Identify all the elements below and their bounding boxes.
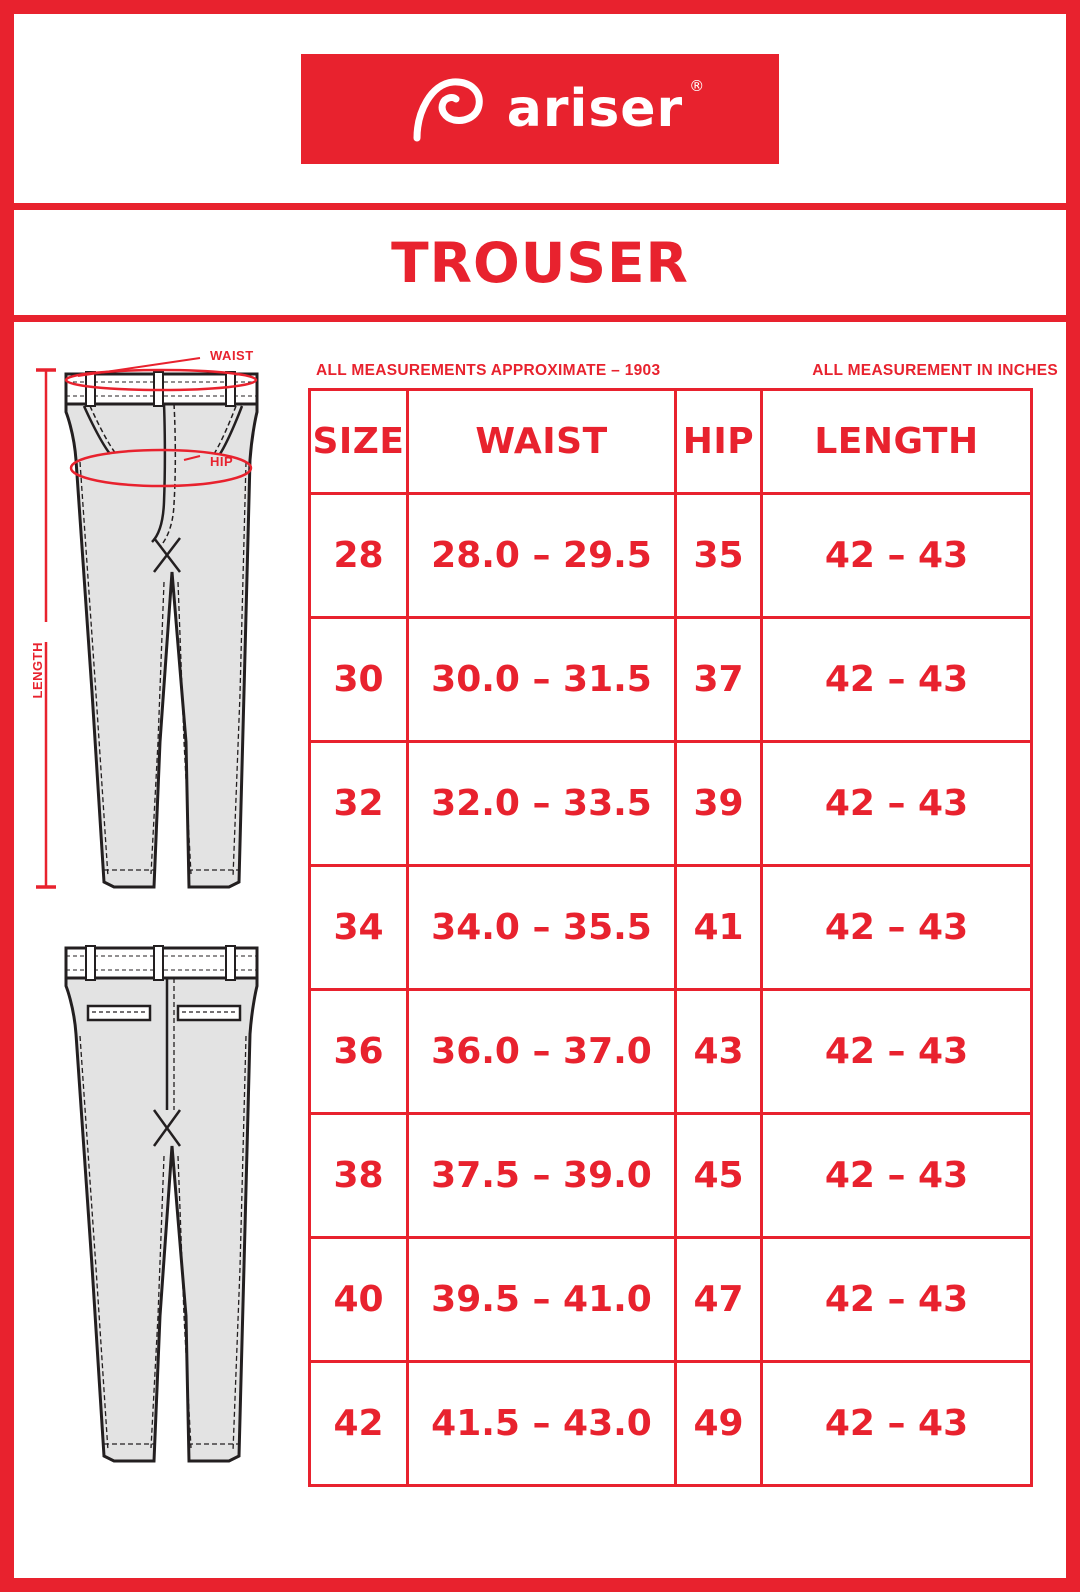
trouser-front-view [36,358,257,887]
cell-length: 42 – 43 [762,1238,1032,1362]
cell-waist: 34.0 – 35.5 [408,866,676,990]
trouser-diagram [14,342,304,1527]
title-band [14,210,1066,322]
column-header-waist: WAIST [408,390,676,494]
trouser-back-view [66,946,257,1461]
table-row [310,1238,1032,1362]
brand-wordmark [506,76,706,139]
cell-length: 42 – 43 [762,866,1032,990]
cell-waist: 37.5 – 39.0 [408,1114,676,1238]
cell-size: 36 [310,990,408,1114]
table-row [310,866,1032,990]
ariser-a-monogram-icon [407,72,489,146]
column-header-size: SIZE [310,390,408,494]
table-row [310,494,1032,618]
cell-waist: 39.5 – 41.0 [408,1238,676,1362]
column-header-hip: HIP [676,390,762,494]
cell-waist: 30.0 – 31.5 [408,618,676,742]
cell-hip: 49 [676,1362,762,1486]
column-header-length: LENGTH [762,390,1032,494]
cell-waist: 28.0 – 29.5 [408,494,676,618]
cell-hip: 35 [676,494,762,618]
trouser-illustration-svg [14,342,304,1522]
cell-hip: 47 [676,1238,762,1362]
note-left: ALL MEASUREMENTS APPROXIMATE – 1903 [316,362,661,379]
cell-size: 34 [310,866,408,990]
cell-waist: 32.0 – 33.5 [408,742,676,866]
waist-label: WAIST [210,348,254,363]
cell-length: 42 – 43 [762,618,1032,742]
registered-mark: ® [689,76,706,95]
cell-length: 42 – 43 [762,494,1032,618]
cell-length: 42 – 43 [762,990,1032,1114]
brand-logo [301,54,779,164]
notes-row [308,322,1066,388]
cell-hip: 37 [676,618,762,742]
cell-size: 40 [310,1238,408,1362]
note-right: ALL MEASUREMENT IN INCHES [812,362,1058,379]
cell-waist: 36.0 – 37.0 [408,990,676,1114]
cell-waist: 41.5 – 43.0 [408,1362,676,1486]
diagram-column [14,322,304,1564]
length-label: LENGTH [30,642,45,699]
cell-length: 42 – 43 [762,742,1032,866]
table-row [310,1114,1032,1238]
table-row [310,1362,1032,1486]
page-title: TROUSER [391,230,689,295]
cell-size: 38 [310,1114,408,1238]
cell-length: 42 – 43 [762,1362,1032,1486]
size-chart-table [308,388,1033,1487]
header-band [14,14,1066,210]
cell-hip: 43 [676,990,762,1114]
cell-size: 30 [310,618,408,742]
cell-hip: 39 [676,742,762,866]
cell-size: 28 [310,494,408,618]
content-area [14,322,1066,1564]
cell-length: 42 – 43 [762,1114,1032,1238]
table-row [310,618,1032,742]
cell-size: 42 [310,1362,408,1486]
cell-hip: 41 [676,866,762,990]
hip-label: HIP [210,454,234,469]
cell-hip: 45 [676,1114,762,1238]
table-header-row [310,390,1032,494]
table-row [310,742,1032,866]
table-column [304,322,1066,1564]
table-row [310,990,1032,1114]
brand-name: ariser [506,78,684,139]
cell-size: 32 [310,742,408,866]
